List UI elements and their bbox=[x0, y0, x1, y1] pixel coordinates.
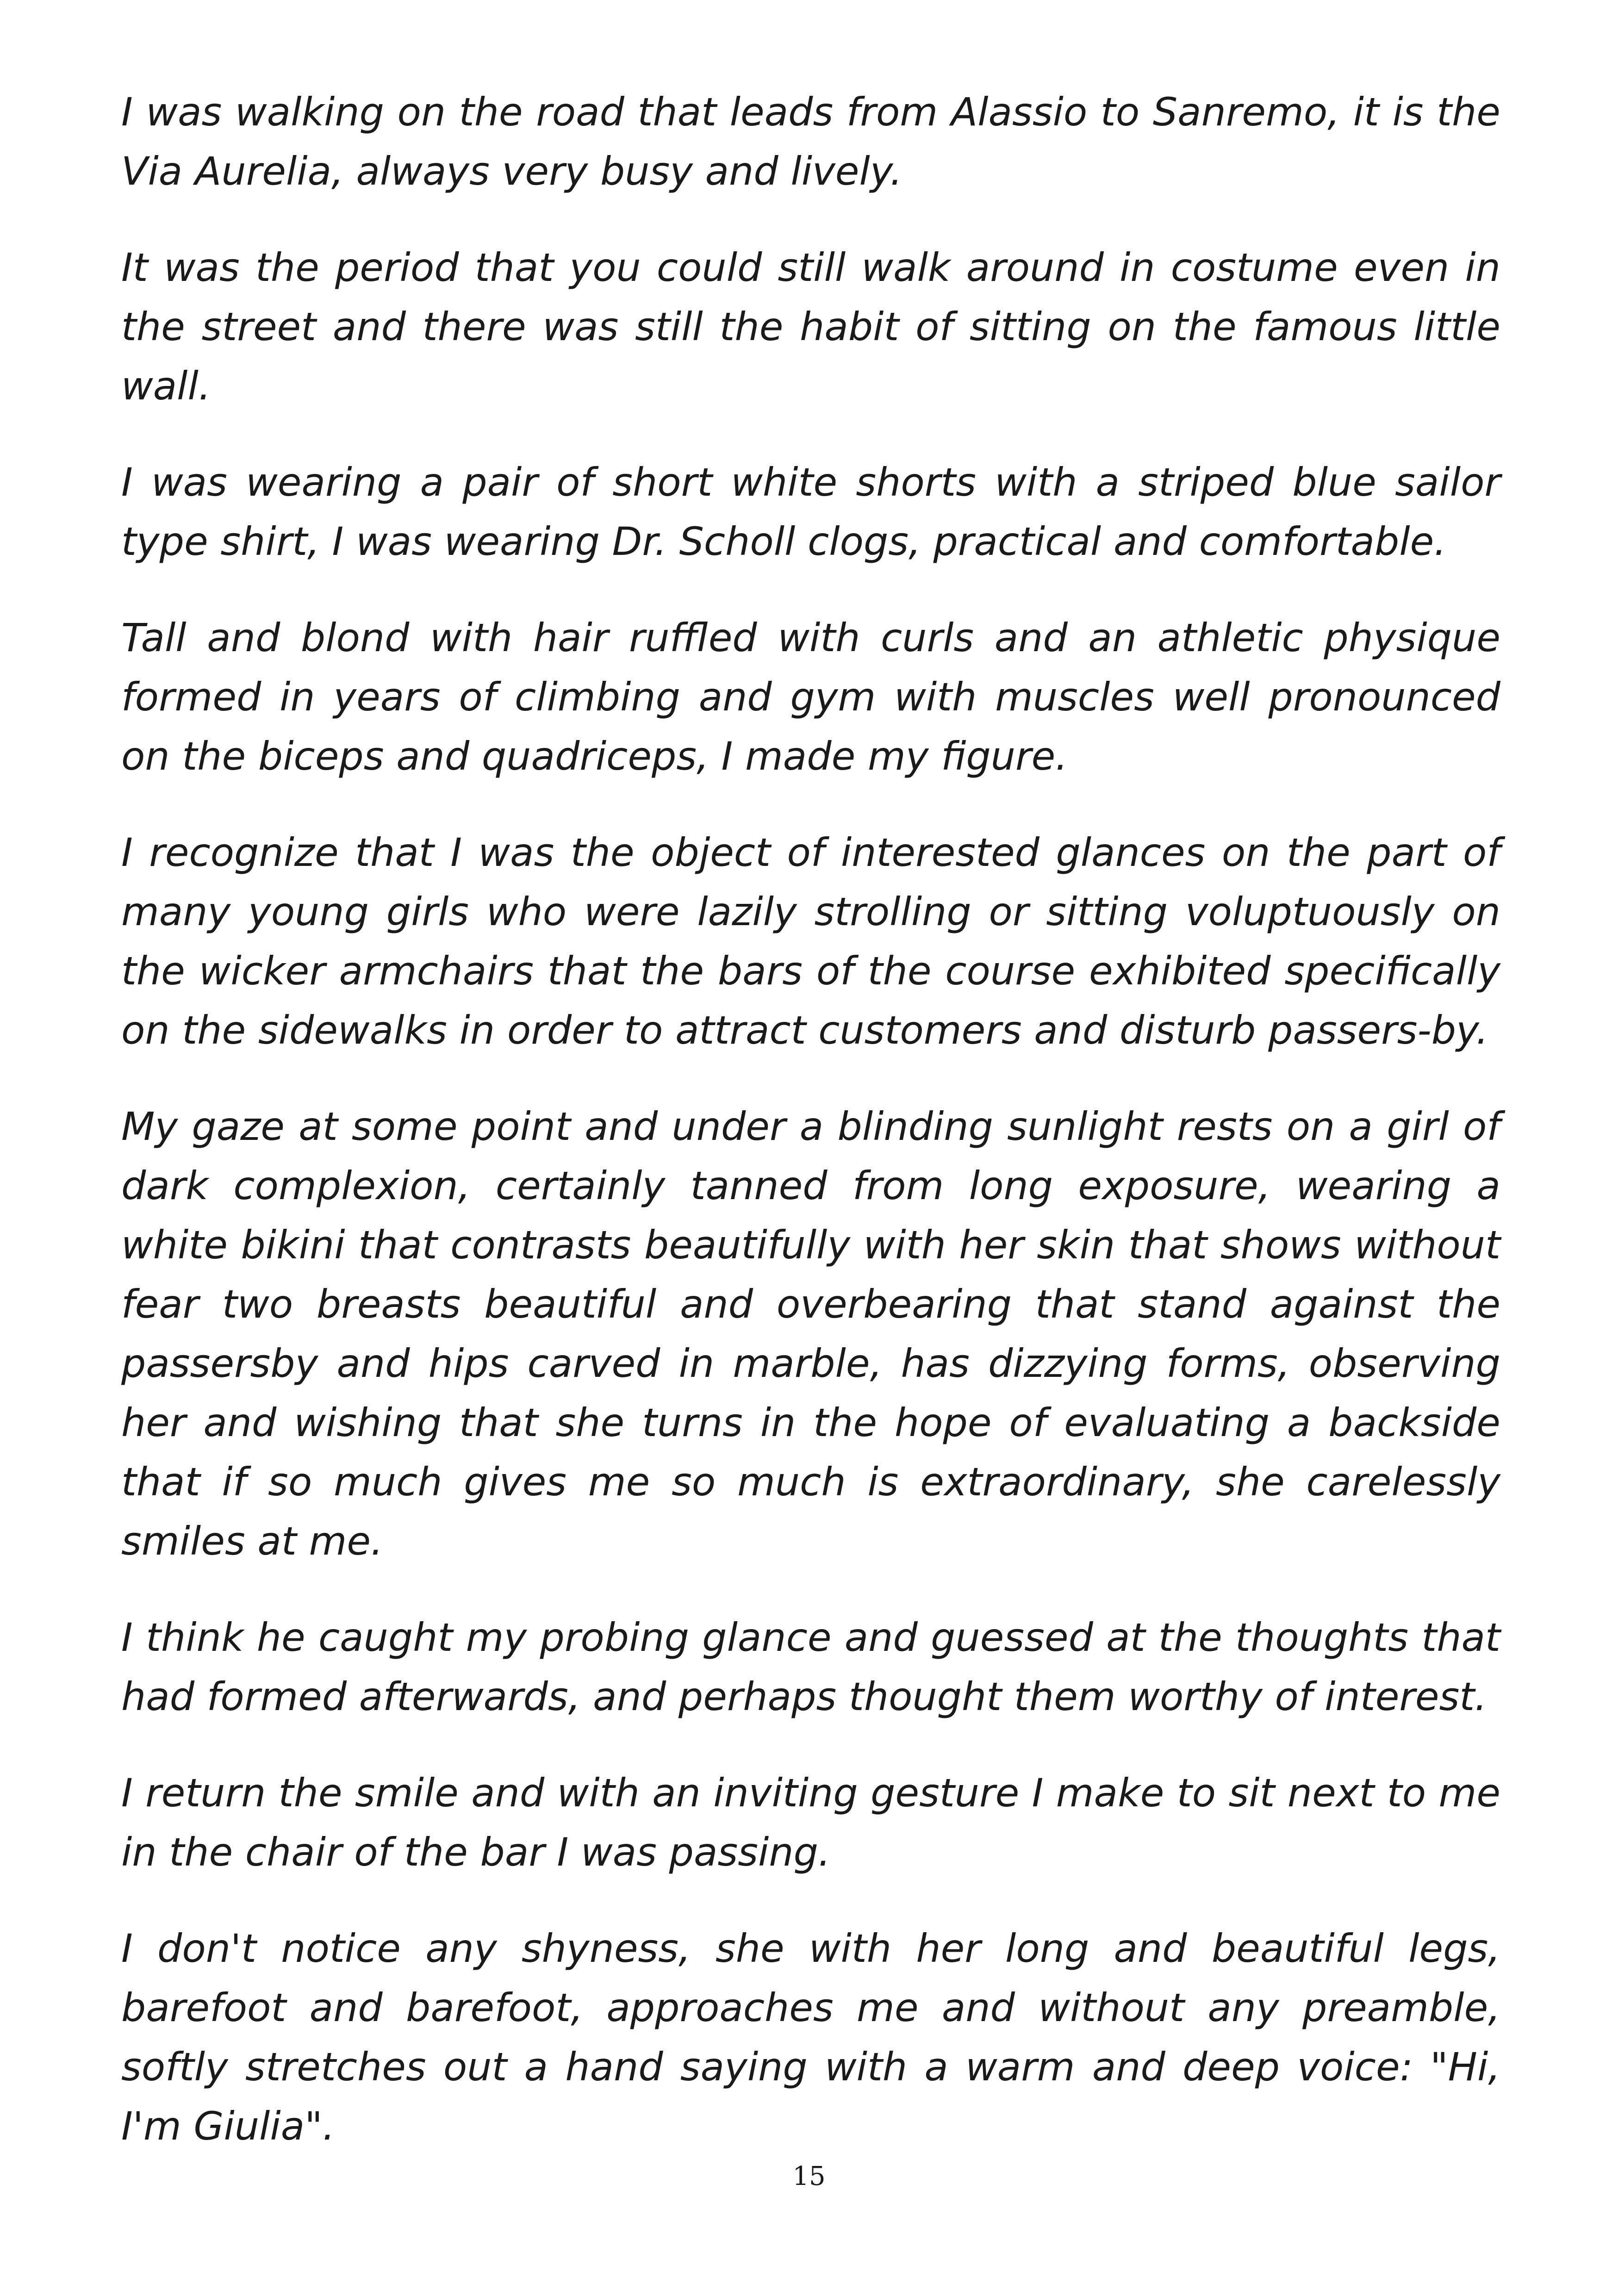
body-text bbox=[121, 82, 1500, 2193]
paragraph: I return the smile and with an inviting gesture I make to sit next to me in the chair of the bar I was passing. bbox=[121, 1770, 1500, 1875]
paragraph: I was walking on the road that leads from Alassio to Sanremo, it is the Via Aurelia, always very busy and lively. bbox=[121, 89, 1500, 194]
paragraph: I think he caught my probing glance and guessed at the thoughts that had formed afterwards, and perhaps thought them worthy of interest. bbox=[121, 1615, 1500, 1719]
paragraph: I recognize that I was the object of interested glances on the part of many young girls who were lazily strolling or sitting voluptuously on the wicker armchairs that the bars of the course exhibited specifically on the sidewalks in order to attract customers and disturb passers-by. bbox=[121, 830, 1500, 1053]
page-number: 15 bbox=[792, 2161, 826, 2191]
paragraph: I don't notice any shyness, she with her long and beautiful legs, barefoot and barefoot, approaches me and without any preamble, softly stretches out a hand saying with a warm and deep voice: "Hi, I'm Giulia". bbox=[121, 1926, 1500, 2149]
paragraph: My gaze at some point and under a blinding sunlight rests on a girl of dark complexion, certainly tanned from long exposure, wearing a white bikini that contrasts beautifully with her skin that shows without fear two breasts beautiful and overbearing that stand against the passersby and hips carved in marble, has dizzying forms, observing her and wishing that she turns in the hope of evaluating a backside that if so much gives me so much is extraordinary, she carelessly smiles at me. bbox=[121, 1104, 1500, 1564]
paragraph: It was the period that you could still walk around in costume even in the street and there was still the habit of sitting on the famous little wall. bbox=[121, 245, 1500, 409]
paragraph: Tall and blond with hair ruffled with curls and an athletic physique formed in years of climbing and gym with muscles well pronounced on the biceps and quadriceps, I made my figure. bbox=[121, 615, 1500, 779]
paragraph: I was wearing a pair of short white shorts with a striped blue sailor type shirt, I was wearing Dr. Scholl clogs, practical and comfortable. bbox=[121, 460, 1500, 564]
